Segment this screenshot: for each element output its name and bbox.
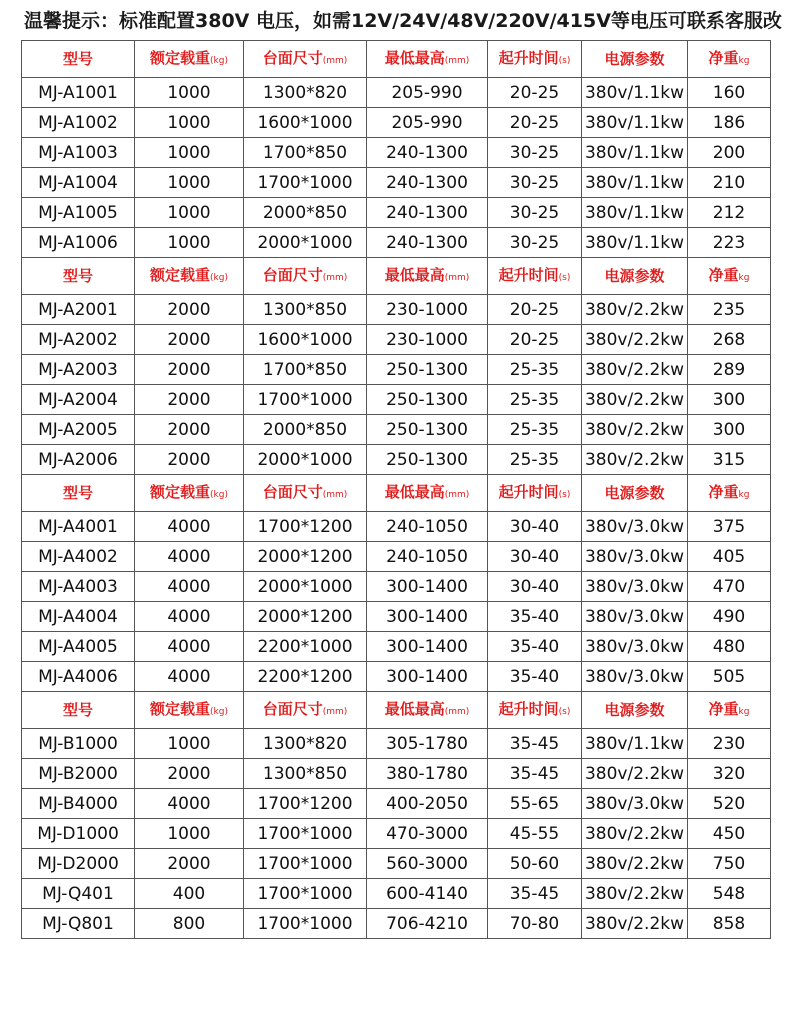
cell-net-weight: 490 (688, 602, 771, 632)
cell-lift-time: 25-35 (488, 385, 582, 415)
cell-model: MJ-A2002 (22, 325, 135, 355)
cell-rated-load: 4000 (135, 602, 244, 632)
header-cell-rated-load (135, 258, 244, 295)
cell-lift-range: 250-1300 (367, 415, 488, 445)
cell-lift-time: 35-45 (488, 759, 582, 789)
cell-net-weight: 200 (688, 138, 771, 168)
cell-lift-range: 250-1300 (367, 355, 488, 385)
cell-model: MJ-A4005 (22, 632, 135, 662)
header-label: 型号 (62, 267, 93, 285)
cell-table-size: 2000*1000 (244, 572, 367, 602)
header-cell-lift-time (488, 41, 582, 78)
cell-table-size: 1700*1000 (244, 909, 367, 939)
cell-net-weight: 520 (688, 789, 771, 819)
header-unit: (s) (558, 272, 571, 283)
table-row (22, 602, 771, 632)
cell-net-weight: 230 (688, 729, 771, 759)
cell-model: MJ-A1002 (22, 108, 135, 138)
header-unit: (mm) (444, 55, 470, 66)
header-cell-net-weight (688, 475, 771, 512)
cell-net-weight: 160 (688, 78, 771, 108)
cell-net-weight: 268 (688, 325, 771, 355)
header-label: 额定载重 (150, 699, 211, 718)
cell-lift-range: 240-1300 (367, 168, 488, 198)
cell-table-size: 1300*820 (244, 78, 367, 108)
cell-power: 380v/2.2kw (582, 759, 688, 789)
cell-rated-load: 4000 (135, 662, 244, 692)
header-unit: (mm) (322, 55, 348, 66)
cell-model: MJ-A2006 (22, 445, 135, 475)
cell-rated-load: 4000 (135, 632, 244, 662)
header-label: 型号 (62, 484, 93, 502)
table-row (22, 78, 771, 108)
cell-power: 380v/3.0kw (582, 662, 688, 692)
cell-table-size: 1300*850 (244, 295, 367, 325)
header-cell-rated-load (135, 475, 244, 512)
cell-power: 380v/1.1kw (582, 78, 688, 108)
table-row (22, 789, 771, 819)
header-cell-model (22, 475, 135, 512)
cell-rated-load: 2000 (135, 355, 244, 385)
cell-lift-range: 300-1400 (367, 632, 488, 662)
header-label: 电源参数 (604, 701, 665, 719)
header-unit: (kg) (210, 489, 228, 500)
cell-rated-load: 1000 (135, 198, 244, 228)
cell-lift-time: 20-25 (488, 78, 582, 108)
header-unit: (mm) (322, 706, 348, 717)
cell-lift-time: 35-40 (488, 602, 582, 632)
header-label: 最低最高 (384, 699, 445, 718)
header-cell-lift-time (488, 258, 582, 295)
cell-table-size: 2000*1200 (244, 602, 367, 632)
table-row (22, 662, 771, 692)
table-row (22, 879, 771, 909)
cell-lift-time: 45-55 (488, 819, 582, 849)
cell-lift-range: 250-1300 (367, 385, 488, 415)
cell-lift-range: 230-1000 (367, 295, 488, 325)
cell-lift-time: 35-45 (488, 879, 582, 909)
cell-lift-range: 300-1400 (367, 572, 488, 602)
cell-model: MJ-Q801 (22, 909, 135, 939)
header-cell-table-size (244, 258, 367, 295)
cell-model: MJ-D2000 (22, 849, 135, 879)
header-label: 起升时间 (498, 265, 559, 284)
header-cell-table-size (244, 41, 367, 78)
cell-lift-time: 30-25 (488, 138, 582, 168)
header-label: 最低最高 (384, 265, 445, 284)
table-row (22, 729, 771, 759)
cell-lift-range: 300-1400 (367, 662, 488, 692)
cell-rated-load: 4000 (135, 572, 244, 602)
cell-lift-range: 560-3000 (367, 849, 488, 879)
cell-net-weight: 480 (688, 632, 771, 662)
cell-lift-range: 240-1300 (367, 228, 488, 258)
cell-table-size: 2000*1000 (244, 228, 367, 258)
cell-net-weight: 548 (688, 879, 771, 909)
cell-lift-time: 25-35 (488, 355, 582, 385)
header-label: 额定载重 (150, 265, 211, 284)
cell-table-size: 1700*1000 (244, 879, 367, 909)
header-label: 额定载重 (150, 48, 211, 67)
cell-lift-time: 30-40 (488, 542, 582, 572)
cell-net-weight: 210 (688, 168, 771, 198)
cell-net-weight: 212 (688, 198, 771, 228)
header-cell-net-weight (688, 258, 771, 295)
cell-lift-time: 50-60 (488, 849, 582, 879)
table-row (22, 572, 771, 602)
cell-net-weight: 405 (688, 542, 771, 572)
header-cell-power (582, 692, 688, 729)
header-cell-lift-time (488, 475, 582, 512)
cell-lift-time: 30-25 (488, 228, 582, 258)
cell-model: MJ-A4001 (22, 512, 135, 542)
header-unit: (mm) (444, 272, 470, 283)
cell-model: MJ-A1003 (22, 138, 135, 168)
header-unit: (kg) (210, 706, 228, 717)
cell-rated-load: 2000 (135, 295, 244, 325)
cell-lift-range: 205-990 (367, 108, 488, 138)
cell-net-weight: 750 (688, 849, 771, 879)
cell-rated-load: 2000 (135, 759, 244, 789)
cell-lift-range: 400-2050 (367, 789, 488, 819)
table-row (22, 819, 771, 849)
header-unit: (mm) (444, 706, 470, 717)
cell-model: MJ-B1000 (22, 729, 135, 759)
cell-power: 380v/3.0kw (582, 632, 688, 662)
cell-model: MJ-A2004 (22, 385, 135, 415)
cell-table-size: 1700*1200 (244, 789, 367, 819)
header-label: 净重 (708, 48, 739, 67)
cell-power: 380v/1.1kw (582, 198, 688, 228)
header-label: 电源参数 (604, 267, 665, 285)
cell-table-size: 1700*850 (244, 355, 367, 385)
cell-net-weight: 320 (688, 759, 771, 789)
cell-lift-time: 20-25 (488, 108, 582, 138)
cell-net-weight: 375 (688, 512, 771, 542)
table-row (22, 325, 771, 355)
header-label: 净重 (708, 482, 739, 501)
cell-table-size: 2200*1200 (244, 662, 367, 692)
cell-model: MJ-B4000 (22, 789, 135, 819)
header-label: 台面尺寸 (262, 482, 323, 501)
header-unit: (mm) (322, 489, 348, 500)
cell-model: MJ-A2003 (22, 355, 135, 385)
cell-table-size: 1300*820 (244, 729, 367, 759)
header-label: 起升时间 (498, 482, 559, 501)
cell-model: MJ-A4006 (22, 662, 135, 692)
cell-net-weight: 505 (688, 662, 771, 692)
cell-lift-time: 35-40 (488, 632, 582, 662)
cell-lift-range: 205-990 (367, 78, 488, 108)
header-label: 型号 (62, 701, 93, 719)
header-unit: kg (738, 706, 750, 717)
cell-rated-load: 1000 (135, 819, 244, 849)
cell-net-weight: 315 (688, 445, 771, 475)
cell-power: 380v/2.2kw (582, 325, 688, 355)
cell-model: MJ-A1006 (22, 228, 135, 258)
cell-model: MJ-A4002 (22, 542, 135, 572)
header-label: 台面尺寸 (262, 699, 323, 718)
header-cell-power (582, 41, 688, 78)
cell-rated-load: 400 (135, 879, 244, 909)
cell-power: 380v/2.2kw (582, 879, 688, 909)
header-unit: kg (738, 55, 750, 66)
header-cell-lift-range (367, 475, 488, 512)
cell-lift-time: 30-40 (488, 512, 582, 542)
cell-table-size: 1700*1000 (244, 819, 367, 849)
header-label: 电源参数 (604, 50, 665, 68)
header-label: 额定载重 (150, 482, 211, 501)
cell-lift-range: 240-1050 (367, 542, 488, 572)
cell-lift-range: 250-1300 (367, 445, 488, 475)
header-cell-lift-range (367, 692, 488, 729)
header-label: 最低最高 (384, 482, 445, 501)
cell-lift-time: 35-40 (488, 662, 582, 692)
cell-table-size: 2000*1200 (244, 542, 367, 572)
header-unit: (kg) (210, 55, 228, 66)
cell-lift-time: 30-25 (488, 198, 582, 228)
cell-power: 380v/3.0kw (582, 512, 688, 542)
cell-table-size: 1700*1200 (244, 512, 367, 542)
cell-table-size: 2000*1000 (244, 445, 367, 475)
cell-lift-range: 706-4210 (367, 909, 488, 939)
header-cell-net-weight (688, 41, 771, 78)
cell-lift-time: 30-40 (488, 572, 582, 602)
header-row (22, 692, 771, 729)
cell-rated-load: 4000 (135, 542, 244, 572)
cell-lift-range: 600-4140 (367, 879, 488, 909)
header-label: 净重 (708, 699, 739, 718)
header-cell-rated-load (135, 41, 244, 78)
cell-lift-time: 55-65 (488, 789, 582, 819)
cell-lift-range: 305-1780 (367, 729, 488, 759)
cell-table-size: 2000*850 (244, 198, 367, 228)
cell-power: 380v/1.1kw (582, 228, 688, 258)
header-cell-model (22, 41, 135, 78)
cell-net-weight: 300 (688, 385, 771, 415)
cell-rated-load: 1000 (135, 108, 244, 138)
cell-lift-time: 70-80 (488, 909, 582, 939)
header-cell-lift-range (367, 258, 488, 295)
cell-rated-load: 2000 (135, 445, 244, 475)
cell-table-size: 2200*1000 (244, 632, 367, 662)
header-cell-power (582, 258, 688, 295)
cell-rated-load: 1000 (135, 138, 244, 168)
cell-net-weight: 450 (688, 819, 771, 849)
header-label: 台面尺寸 (262, 48, 323, 67)
table-row (22, 295, 771, 325)
cell-lift-range: 240-1300 (367, 198, 488, 228)
cell-power: 380v/2.2kw (582, 819, 688, 849)
header-cell-power (582, 475, 688, 512)
cell-rated-load: 1000 (135, 78, 244, 108)
cell-model: MJ-Q401 (22, 879, 135, 909)
cell-lift-time: 25-35 (488, 415, 582, 445)
cell-power: 380v/2.2kw (582, 355, 688, 385)
header-label: 起升时间 (498, 48, 559, 67)
cell-model: MJ-A1001 (22, 78, 135, 108)
header-cell-model (22, 258, 135, 295)
cell-lift-range: 470-3000 (367, 819, 488, 849)
cell-lift-range: 230-1000 (367, 325, 488, 355)
cell-table-size: 1700*1000 (244, 849, 367, 879)
cell-model: MJ-A1004 (22, 168, 135, 198)
header-unit: (mm) (322, 272, 348, 283)
header-cell-net-weight (688, 692, 771, 729)
cell-lift-time: 35-45 (488, 729, 582, 759)
header-row (22, 258, 771, 295)
cell-model: MJ-B2000 (22, 759, 135, 789)
cell-rated-load: 1000 (135, 228, 244, 258)
cell-lift-range: 240-1050 (367, 512, 488, 542)
spec-table (21, 40, 771, 939)
cell-model: MJ-D1000 (22, 819, 135, 849)
header-label: 最低最高 (384, 48, 445, 67)
header-label: 型号 (62, 50, 93, 68)
cell-power: 380v/3.0kw (582, 602, 688, 632)
table-row (22, 512, 771, 542)
cell-net-weight: 470 (688, 572, 771, 602)
header-label: 台面尺寸 (262, 265, 323, 284)
table-row (22, 108, 771, 138)
table-row (22, 198, 771, 228)
cell-table-size: 1700*1000 (244, 385, 367, 415)
cell-power: 380v/2.2kw (582, 445, 688, 475)
cell-rated-load: 1000 (135, 729, 244, 759)
notice-banner: 温馨提示：标准配置380V 电压，如需12V/24V/48V/220V/415V等电压可联系客服改 (24, 10, 782, 32)
cell-model: MJ-A2001 (22, 295, 135, 325)
header-label: 起升时间 (498, 699, 559, 718)
header-label: 电源参数 (604, 484, 665, 502)
cell-table-size: 1700*850 (244, 138, 367, 168)
cell-table-size: 1600*1000 (244, 108, 367, 138)
cell-lift-range: 380-1780 (367, 759, 488, 789)
header-cell-lift-time (488, 692, 582, 729)
cell-power: 380v/1.1kw (582, 108, 688, 138)
table-row (22, 138, 771, 168)
cell-table-size: 1600*1000 (244, 325, 367, 355)
cell-model: MJ-A2005 (22, 415, 135, 445)
header-label: 净重 (708, 265, 739, 284)
header-cell-lift-range (367, 41, 488, 78)
cell-power: 380v/2.2kw (582, 415, 688, 445)
header-row (22, 475, 771, 512)
header-cell-model (22, 692, 135, 729)
cell-rated-load: 800 (135, 909, 244, 939)
cell-lift-range: 240-1300 (367, 138, 488, 168)
cell-power: 380v/2.2kw (582, 849, 688, 879)
cell-lift-time: 25-35 (488, 445, 582, 475)
cell-model: MJ-A1005 (22, 198, 135, 228)
cell-rated-load: 4000 (135, 512, 244, 542)
header-unit: kg (738, 489, 750, 500)
cell-power: 380v/2.2kw (582, 295, 688, 325)
cell-rated-load: 2000 (135, 325, 244, 355)
table-row (22, 632, 771, 662)
cell-rated-load: 2000 (135, 415, 244, 445)
cell-net-weight: 223 (688, 228, 771, 258)
cell-lift-time: 20-25 (488, 325, 582, 355)
cell-table-size: 2000*850 (244, 415, 367, 445)
cell-model: MJ-A4004 (22, 602, 135, 632)
cell-table-size: 1300*850 (244, 759, 367, 789)
cell-rated-load: 1000 (135, 168, 244, 198)
header-unit: (kg) (210, 272, 228, 283)
cell-power: 380v/3.0kw (582, 572, 688, 602)
cell-net-weight: 858 (688, 909, 771, 939)
table-row (22, 759, 771, 789)
cell-power: 380v/3.0kw (582, 542, 688, 572)
header-unit: kg (738, 272, 750, 283)
table-row (22, 415, 771, 445)
cell-power: 380v/2.2kw (582, 385, 688, 415)
cell-net-weight: 186 (688, 108, 771, 138)
header-row (22, 41, 771, 78)
cell-table-size: 1700*1000 (244, 168, 367, 198)
cell-power: 380v/1.1kw (582, 138, 688, 168)
cell-power: 380v/3.0kw (582, 789, 688, 819)
cell-power: 380v/2.2kw (582, 909, 688, 939)
header-unit: (s) (558, 489, 571, 500)
cell-net-weight: 300 (688, 415, 771, 445)
cell-rated-load: 2000 (135, 385, 244, 415)
cell-lift-range: 300-1400 (367, 602, 488, 632)
table-row (22, 385, 771, 415)
cell-net-weight: 235 (688, 295, 771, 325)
cell-power: 380v/1.1kw (582, 168, 688, 198)
cell-power: 380v/1.1kw (582, 729, 688, 759)
header-unit: (s) (558, 706, 571, 717)
table-row (22, 849, 771, 879)
table-row (22, 909, 771, 939)
cell-lift-time: 30-25 (488, 168, 582, 198)
table-row (22, 355, 771, 385)
header-unit: (s) (558, 55, 571, 66)
cell-rated-load: 4000 (135, 789, 244, 819)
table-row (22, 542, 771, 572)
header-cell-table-size (244, 475, 367, 512)
table-row (22, 228, 771, 258)
cell-rated-load: 2000 (135, 849, 244, 879)
cell-net-weight: 289 (688, 355, 771, 385)
table-row (22, 168, 771, 198)
table-row (22, 445, 771, 475)
cell-lift-time: 20-25 (488, 295, 582, 325)
header-cell-rated-load (135, 692, 244, 729)
header-cell-table-size (244, 692, 367, 729)
header-unit: (mm) (444, 489, 470, 500)
cell-model: MJ-A4003 (22, 572, 135, 602)
